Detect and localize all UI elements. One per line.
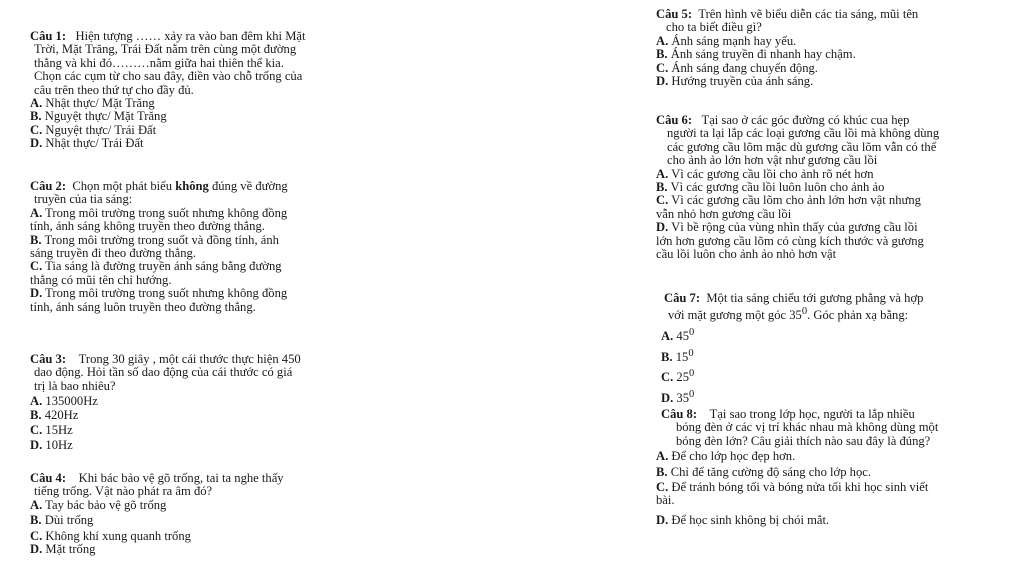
question-text: câu trên theo thứ tự cho đầy đủ. [34, 82, 194, 97]
answer-option[interactable]: C. Để tránh bóng tối và bóng nửa tối khi học sinh viết [656, 480, 929, 495]
question-number: Câu 4: [30, 471, 67, 485]
option-text: bài. [656, 493, 675, 508]
question-text: cho ảnh ảo lớn hơn vật như gương cầu lồi [667, 153, 878, 168]
question-text: Khi bác bảo vệ gõ trống, tai ta nghe thấy [78, 471, 284, 485]
answer-option[interactable]: A. Ánh sáng mạnh hay yếu. [656, 33, 797, 48]
question-text: Tại sao ở các góc đường có khúc cua hẹp [701, 113, 910, 127]
question-text: với mặt gương một góc 35 [668, 308, 802, 323]
answer-option[interactable]: C. Không khí xung quanh trống [30, 528, 191, 543]
question-text: thẳng và khi đó………nằm giữa hai thiên thể kia. [34, 55, 284, 70]
question-text: trị là bao nhiêu? [34, 378, 116, 393]
answer-option[interactable]: C. Vì các gương cầu lõm cho ảnh lớn hơn vật nhưng [656, 193, 921, 208]
question-number: Câu 8: [661, 407, 698, 421]
answer-option[interactable]: D. Nhật thực/ Trái Đất [30, 136, 144, 151]
question-text: Trời, Mặt Trăng, Trái Đất nằm trên cùng một đường [34, 42, 297, 57]
option-text: sáng truyền đi theo đường thẳng. [30, 246, 196, 261]
question-text: Chọn một phát biểu [72, 179, 176, 193]
question-text: các gương cầu lõm mặc dù gương cầu lõm vẫn có thể [667, 139, 937, 154]
answer-option[interactable]: D. Vì bề rộng của vùng nhìn thấy của gương cầu lồi [656, 220, 918, 235]
question-text: truyền của tia sáng: [34, 192, 133, 207]
question-8 [656, 408, 992, 527]
question-text: Trên hình vẽ biểu diễn các tia sáng, mũi tên [698, 7, 919, 21]
question-text: tiếng trống. Vật nào phát ra âm đó? [34, 484, 213, 499]
answer-option[interactable]: B. Nguyệt thực/ Mặt Trăng [30, 109, 167, 124]
question-text: dao động. Hỏi tần số dao động của cái thước có giá [34, 365, 293, 380]
question-number: Câu 5: [656, 7, 693, 21]
question-text: đúng về đường [208, 179, 288, 193]
option-text: lớn hơn gương cầu lõm có cùng kích thước và gương [656, 233, 924, 248]
answer-option[interactable]: B. Ánh sáng truyền đi nhanh hay chậm. [656, 47, 856, 62]
answer-option[interactable]: B. 420Hz [30, 407, 79, 422]
question-2 [30, 180, 368, 314]
answer-option[interactable]: A. $45^0$ [661, 327, 695, 344]
degree-mark: 0 [801, 306, 808, 318]
emphasis-text: không [175, 179, 209, 193]
answer-option[interactable]: A. Để cho lớp học đẹp hơn. [656, 449, 796, 464]
question-text: người ta lại lắp các loại gương cầu lồi mà không dùng [667, 126, 940, 141]
question-text: Chọn các cụm từ cho sau đây, điền vào chỗ trống của [34, 69, 303, 84]
question-text: Tại sao trong lớp học, người ta lắp nhiều [709, 407, 915, 421]
answer-option[interactable]: A. Tay bác bảo vệ gõ trống [30, 497, 167, 512]
question-number: Câu 6: [656, 113, 693, 127]
answer-option[interactable]: B. Vì các gương cầu lồi luôn luôn cho ảnh ảo [656, 180, 885, 195]
question-text: Hiện tượng …… xảy ra vào ban đêm khi Mặt [75, 29, 306, 43]
answer-option[interactable]: D. Hướng truyền của ánh sáng. [656, 74, 814, 89]
question-7 [656, 292, 992, 405]
answer-option[interactable]: C. Nguyệt thực/ Trái Đất [30, 122, 157, 137]
answer-option[interactable]: D. Mặt trống [30, 542, 96, 557]
option-text: vẫn nhỏ hơn gương cầu lồi [656, 206, 792, 221]
answer-option[interactable]: A. Nhật thực/ Mặt Trăng [30, 96, 155, 111]
question-3 [30, 353, 368, 453]
answer-option[interactable]: D. $35^0$ [661, 388, 695, 405]
question-text: . Góc phản xạ bằng: [807, 308, 909, 323]
question-5 [656, 8, 992, 88]
question-4 [30, 472, 368, 556]
question-number: Câu 1: [30, 29, 67, 43]
answer-option[interactable]: A. Vì các gương cầu lồi cho ảnh rõ nét hơn [656, 166, 874, 181]
question-number: Câu 3: [30, 352, 67, 366]
question-text: bóng đèn lớn? Câu giải thích nào sau đây là đúng? [676, 433, 931, 448]
option-text: thẳng có mũi tên chỉ hướng. [30, 272, 172, 287]
answer-option[interactable]: B. Chỉ để tăng cường độ sáng cho lớp học. [656, 464, 871, 479]
answer-option[interactable]: D. 10Hz [30, 438, 73, 453]
option-text: cầu lồi luôn cho ảnh ảo nhỏ hơn vật [656, 247, 837, 262]
answer-option[interactable]: A. Trong môi trường trong suốt nhưng không đồng [30, 205, 288, 220]
option-text: tính, ánh sáng luôn truyền theo đường thẳng. [30, 299, 256, 314]
answer-option[interactable]: B. $15^0$ [661, 347, 694, 364]
option-text: tính, ánh sáng không truyền theo đường thẳng. [30, 219, 265, 234]
answer-option[interactable]: C. Tia sáng là đường truyền ánh sáng bằng đường [30, 259, 282, 274]
answer-option[interactable]: B. Dùi trống [30, 513, 94, 528]
question-1 [30, 30, 368, 151]
answer-option[interactable]: B. Trong môi trường trong suốt và đồng tính, ánh [30, 232, 279, 247]
answer-option[interactable]: D. Để học sinh không bị chói mắt. [656, 512, 830, 527]
answer-option[interactable]: A. 135000Hz [30, 394, 98, 409]
answer-option[interactable]: C. Ánh sáng đang chuyển động. [656, 60, 818, 75]
question-text: cho ta biết điều gì? [666, 20, 762, 35]
question-text: bóng đèn ở các vị trí khác nhau mà không dùng một [676, 420, 939, 435]
question-number: Câu 7: [664, 291, 701, 305]
answer-option[interactable]: D. Trong môi trường trong suốt nhưng không đồng [30, 286, 288, 301]
question-number: Câu 2: [30, 179, 67, 193]
answer-option[interactable]: C. $25^0$ [661, 368, 695, 385]
question-6 [656, 114, 992, 261]
question-text: Một tia sáng chiếu tới gương phẳng và hợp [706, 291, 924, 305]
answer-option[interactable]: C. 15Hz [30, 423, 73, 438]
question-text: Trong 30 giây , một cái thước thực hiện 450 [78, 352, 301, 366]
